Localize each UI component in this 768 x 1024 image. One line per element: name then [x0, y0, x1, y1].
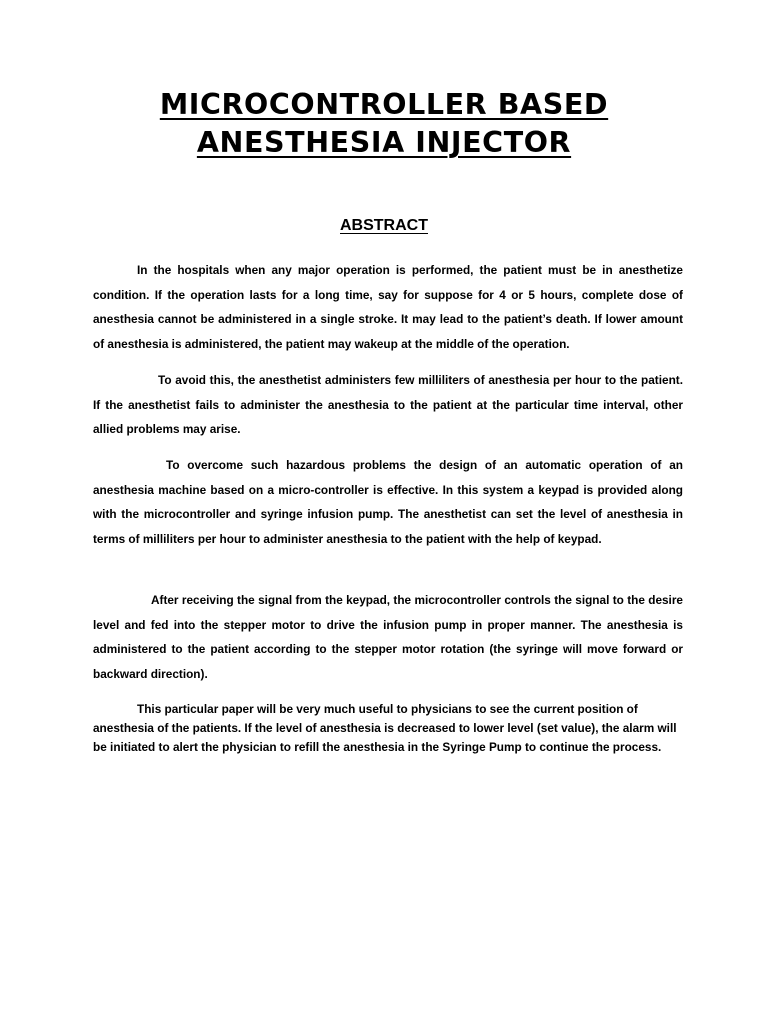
abstract-paragraph-2: To avoid this, the anesthetist administers few milliliters of anesthesia per hour to the patient. If the anesthetist fails to administer the anesthesia to the patient at the particular time interval, other allied problems may arise.: [93, 373, 683, 436]
document-title-line-1: MICROCONTROLLER BASED: [159, 88, 609, 121]
abstract-paragraph-1: In the hospitals when any major operation is performed, the patient must be in anesthetize condition. If the operation lasts for a long time, say for suppose for 4 or 5 hours, complete dose of anesthesia cannot be administered in a single stroke. It may lead to the patient’s death. If lower amount of anesthesia is administered, the patient may wakeup at the middle of the operation.: [93, 263, 683, 351]
document-title: [0, 86, 768, 162]
abstract-paragraph-4: After receiving the signal from the keypad, the microcontroller controls the signal to the desire level and fed into the stepper motor to drive the infusion pump in proper manner. The anesthesia is administered to the patient according to the stepper motor rotation (the syringe will move forward or backward direction).: [93, 593, 683, 681]
abstract-paragraph-3: To overcome such hazardous problems the design of an automatic operation of an anesthesia machine based on a micro-controller is effective. In this system a keypad is provided along with the microcontroller and syringe infusion pump. The anesthetist can set the level of anesthesia in terms of milliliters per hour to administer anesthesia to the patient with the help of keypad.: [93, 458, 683, 546]
abstract-paragraph-5: This particular paper will be very much useful to physicians to see the current position of anesthesia of the patients. If the level of anesthesia is decreased to lower level (set value), the alarm will be initiated to alert the physician to refill the anesthesia in the Syringe Pump to continue the process.: [93, 702, 677, 754]
abstract-heading: ABSTRACT: [340, 217, 428, 234]
document-title-line-2: ANESTHESIA INJECTOR: [196, 126, 572, 159]
